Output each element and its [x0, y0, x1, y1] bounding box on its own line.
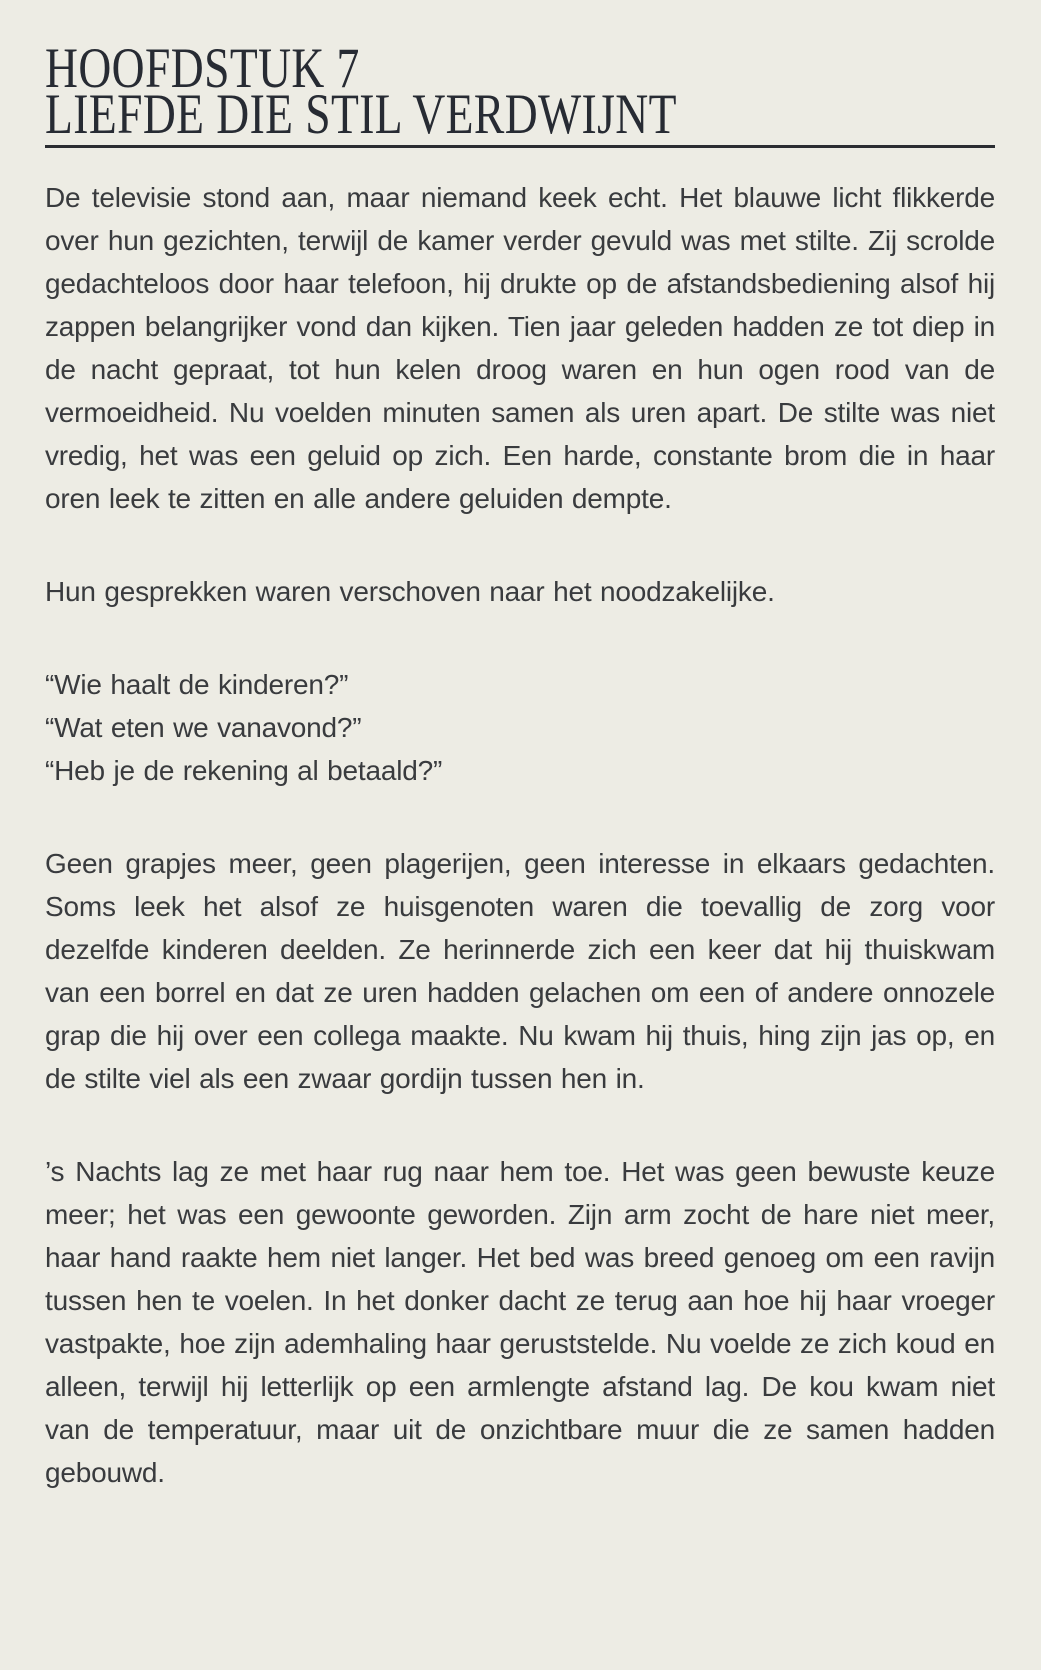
- chapter-title: LIEFDE DIE STIL VERDWIJNT: [45, 83, 677, 146]
- dialogue-block: [45, 663, 995, 792]
- chapter-header: [45, 37, 995, 148]
- paragraph-night: ’s Nachts lag ze met haar rug naar hem toe. Het was geen bewuste keuze meer; het was een gewoonte geworden. Zijn arm zocht de hare niet meer, haar hand raakte hem niet langer. Het bed was breed genoeg om een ravijn tussen hen te voelen. In het donker dacht ze terug aan hoe hij haar vroeger vastpakte, hoe zijn ademhaling haar geruststelde. Nu voelde ze zich koud en alleen, terwijl hij letterlijk op een armlengte afstand lag. De kou kwam niet van de temperatuur, maar uit de onzichtbare muur die ze samen hadden gebouwd.: [45, 1156, 995, 1488]
- paragraph-estrangement: Geen grapjes meer, geen plagerijen, geen interesse in elkaars gedachten. Soms leek het alsof ze huisgenoten waren die toevallig de zorg voor dezelfde kinderen deelden. Ze herinnerde zich een keer dat hij thuiskwam van een borrel en dat ze uren hadden gelachen om een of andere onnozele grap die hij over een collega maakte. Nu kwam hij thuis, hing zijn jas op, en de stilte viel als een zwaar gordijn tussen hen in.: [45, 848, 995, 1094]
- chapter-body: [45, 176, 995, 1494]
- chapter-number: HOOFDSTUK 7: [45, 37, 360, 100]
- paragraph-transition: Hun gesprekken waren verschoven naar het noodzakelijke.: [45, 576, 775, 607]
- dialogue-line: “Wat eten we vanavond?”: [45, 712, 362, 743]
- chapter-heading: [45, 37, 995, 146]
- dialogue-line: “Wie haalt de kinderen?”: [45, 669, 349, 700]
- dialogue-line: “Heb je de rekening al betaald?”: [45, 755, 443, 786]
- paragraph-intro: De televisie stond aan, maar niemand keek echt. Het blauwe licht flikkerde over hun gezichten, terwijl de kamer verder gevuld was met stilte. Zij scrolde gedachteloos door haar telefoon, hij drukte op de afstandsbediening alsof hij zappen belangrijker vond dan kijken. Tien jaar geleden hadden ze tot diep in de nacht gepraat, tot hun kelen droog waren en hun ogen rood van de vermoeidheid. Nu voelden minuten samen als uren apart. De stilte was niet vredig, het was een geluid op zich. Een harde, constante brom die in haar oren leek te zitten en alle andere geluiden dempte.: [45, 182, 995, 514]
